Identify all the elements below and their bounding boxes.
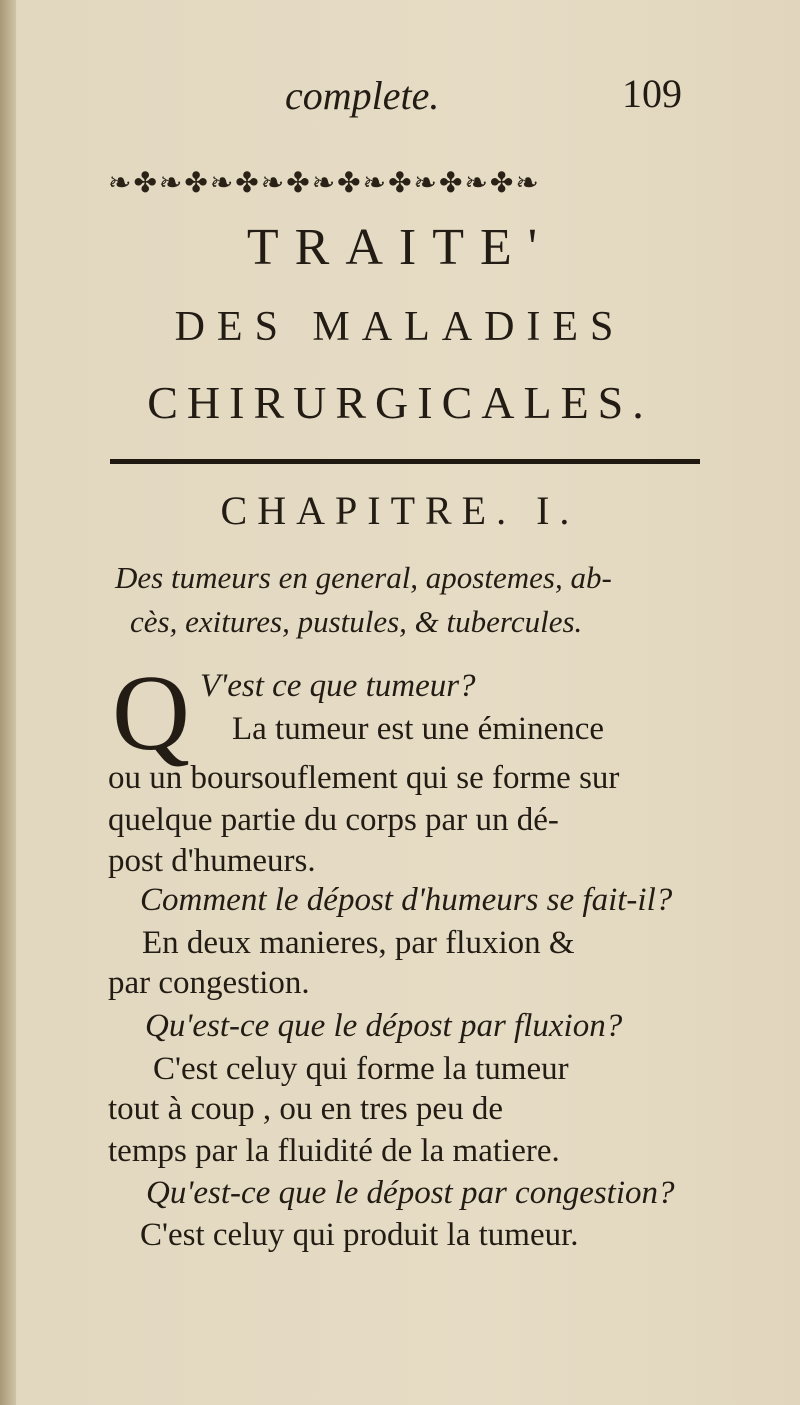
body-line: quelque partie du corps par un dé- <box>108 802 559 838</box>
chapter-subtitle-line-2: cès, exitures, pustules, & tubercules. <box>130 604 583 639</box>
horizontal-rule <box>110 459 700 464</box>
body-line: C'est celuy qui produit la tumeur. <box>140 1217 579 1253</box>
drop-cap: Q <box>112 654 190 773</box>
title-line-3: CHIRURGICALES. <box>147 377 653 428</box>
body-line: La tumeur est une éminence <box>232 711 605 747</box>
body-line: V'est ce que tumeur? <box>200 668 476 704</box>
title-line-2: DES MALADIES <box>174 304 626 350</box>
body-line: post d'humeurs. <box>108 843 316 879</box>
page-spine <box>0 0 16 1405</box>
body-line: par congestion. <box>108 965 310 1001</box>
running-title: complete. <box>285 73 440 118</box>
body-line: C'est celuy qui forme la tumeur <box>153 1051 569 1087</box>
body-line: temps par la fluidité de la matiere. <box>108 1133 560 1169</box>
body-line: tout à coup , ou en tres peu de <box>108 1091 503 1127</box>
body-line: Comment le dépost d'humeurs se fait-il? <box>140 882 673 918</box>
page-number: 109 <box>622 71 682 116</box>
decorative-headpiece: ❧✤❧✤❧✤❧✤❧✤❧✤❧✤❧✤❧ <box>108 166 541 199</box>
body-line: En deux manieres, par fluxion & <box>142 925 575 961</box>
chapter-heading: CHAPITRE. I. <box>220 488 580 533</box>
title-line-1: TRAITE' <box>246 219 554 276</box>
body-line: Qu'est-ce que le dépost par congestion? <box>146 1175 675 1211</box>
body-line: ou un boursouflement qui se forme sur <box>108 760 620 796</box>
body-line: Qu'est-ce que le dépost par fluxion? <box>145 1008 623 1044</box>
chapter-subtitle-line-1: Des tumeurs en general, apostemes, ab- <box>115 560 612 595</box>
